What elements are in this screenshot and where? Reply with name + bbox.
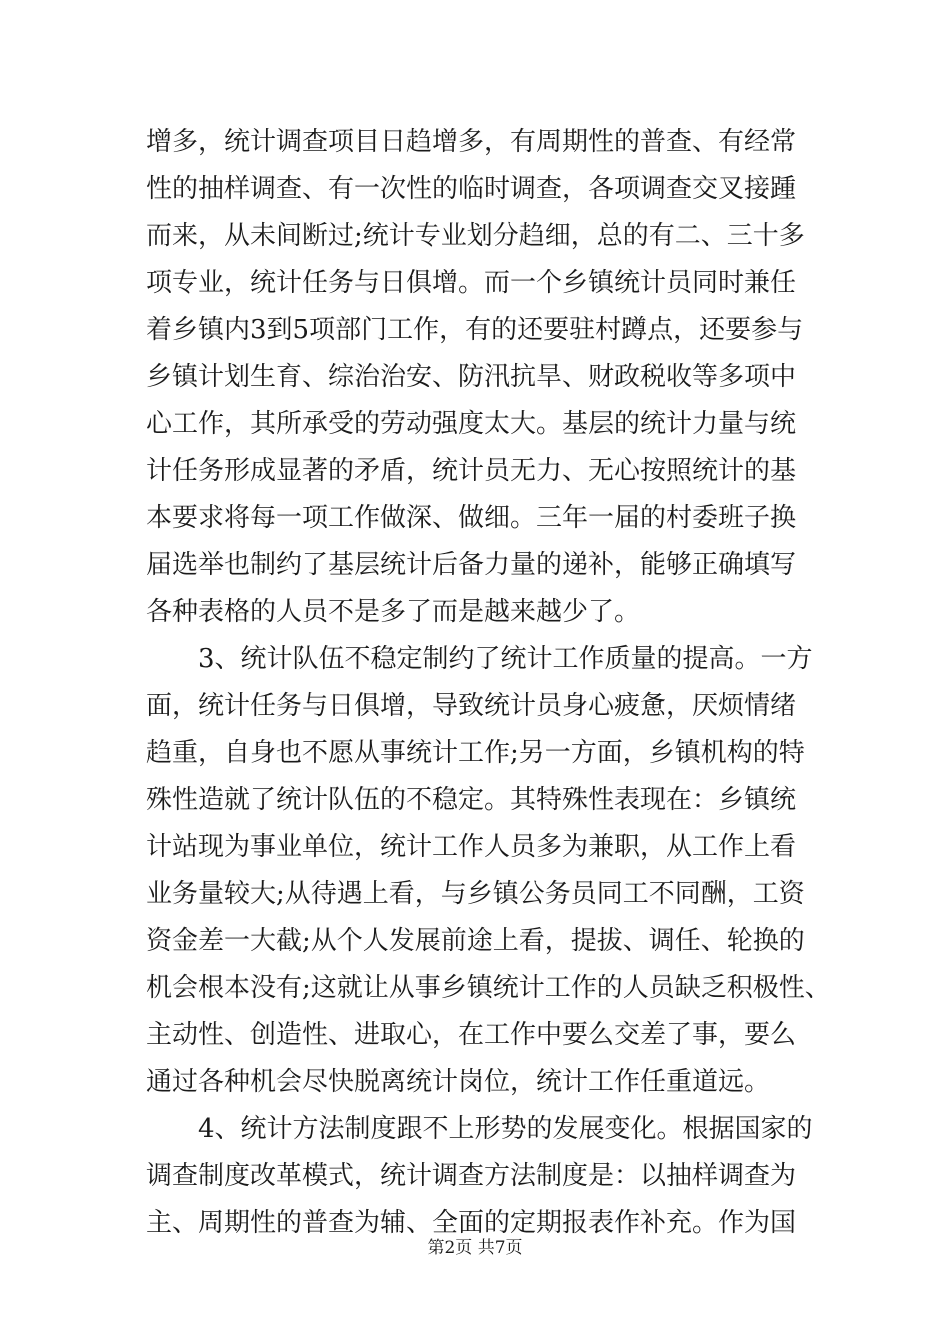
text-line: 主动性、创造性、进取心，在工作中要么交差了事，要么	[146, 1020, 797, 1050]
text-line: 业务量较大;从待遇上看，与乡镇公务员同工不同酬，工资	[146, 879, 805, 909]
text-line: 机会根本没有;这就让从事乡镇统计工作的人员缺乏积极性、	[146, 973, 831, 1003]
text-line: 着乡镇内3到5项部门工作，有的还要驻村蹲点，还要参与	[146, 315, 804, 345]
body-text	[146, 119, 831, 1247]
text-line: 计站现为事业单位，统计工作人员多为兼职，从工作上看	[146, 832, 797, 862]
text-line: 心工作，其所承受的劳动强度太大。基层的统计力量与统	[146, 409, 797, 439]
text-line: 面，统计任务与日俱增，导致统计员身心疲惫，厌烦情绪	[146, 691, 797, 721]
text-line: 性的抽样调查、有一次性的临时调查，各项调查交叉接踵	[146, 174, 797, 204]
text-line: 而来，从未间断过;统计专业划分趋细，总的有二、三十多	[146, 221, 805, 251]
text-line: 乡镇计划生育、综治治安、防汛抗旱、财政税收等多项中	[146, 362, 797, 392]
text-line: 本要求将每一项工作做深、做细。三年一届的村委班子换	[146, 503, 797, 533]
text-line: 资金差一大截;从个人发展前途上看，提拔、调任、轮换的	[146, 926, 805, 956]
text-line: 项专业，统计任务与日俱增。而一个乡镇统计员同时兼任	[146, 268, 797, 298]
text-line: 各种表格的人员不是多了而是越来越少了。	[146, 597, 641, 627]
paragraph-start-line: 4、统计方法制度跟不上形势的发展变化。根据国家的	[198, 1114, 813, 1144]
text-line: 主、周期性的普查为辅、全面的定期报表作补充。作为国	[146, 1208, 797, 1238]
text-line: 增多，统计调查项目日趋增多，有周期性的普查、有经常	[146, 127, 797, 157]
text-line: 调查制度改革模式，统计调查方法制度是：以抽样调查为	[146, 1161, 797, 1191]
page-footer: 第2页 共7页	[427, 1238, 523, 1258]
text-line: 计任务形成显著的矛盾，统计员无力、无心按照统计的基	[146, 456, 797, 486]
text-line: 趋重，自身也不愿从事统计工作;另一方面，乡镇机构的特	[146, 738, 805, 768]
text-line: 殊性造就了统计队伍的不稳定。其特殊性表现在：乡镇统	[146, 785, 797, 815]
text-line: 通过各种机会尽快脱离统计岗位，统计工作任重道远。	[146, 1067, 771, 1097]
text-line: 届选举也制约了基层统计后备力量的递补，能够正确填写	[146, 550, 797, 580]
paragraph-start-line: 3、统计队伍不稳定制约了统计工作质量的提高。一方	[198, 644, 813, 674]
